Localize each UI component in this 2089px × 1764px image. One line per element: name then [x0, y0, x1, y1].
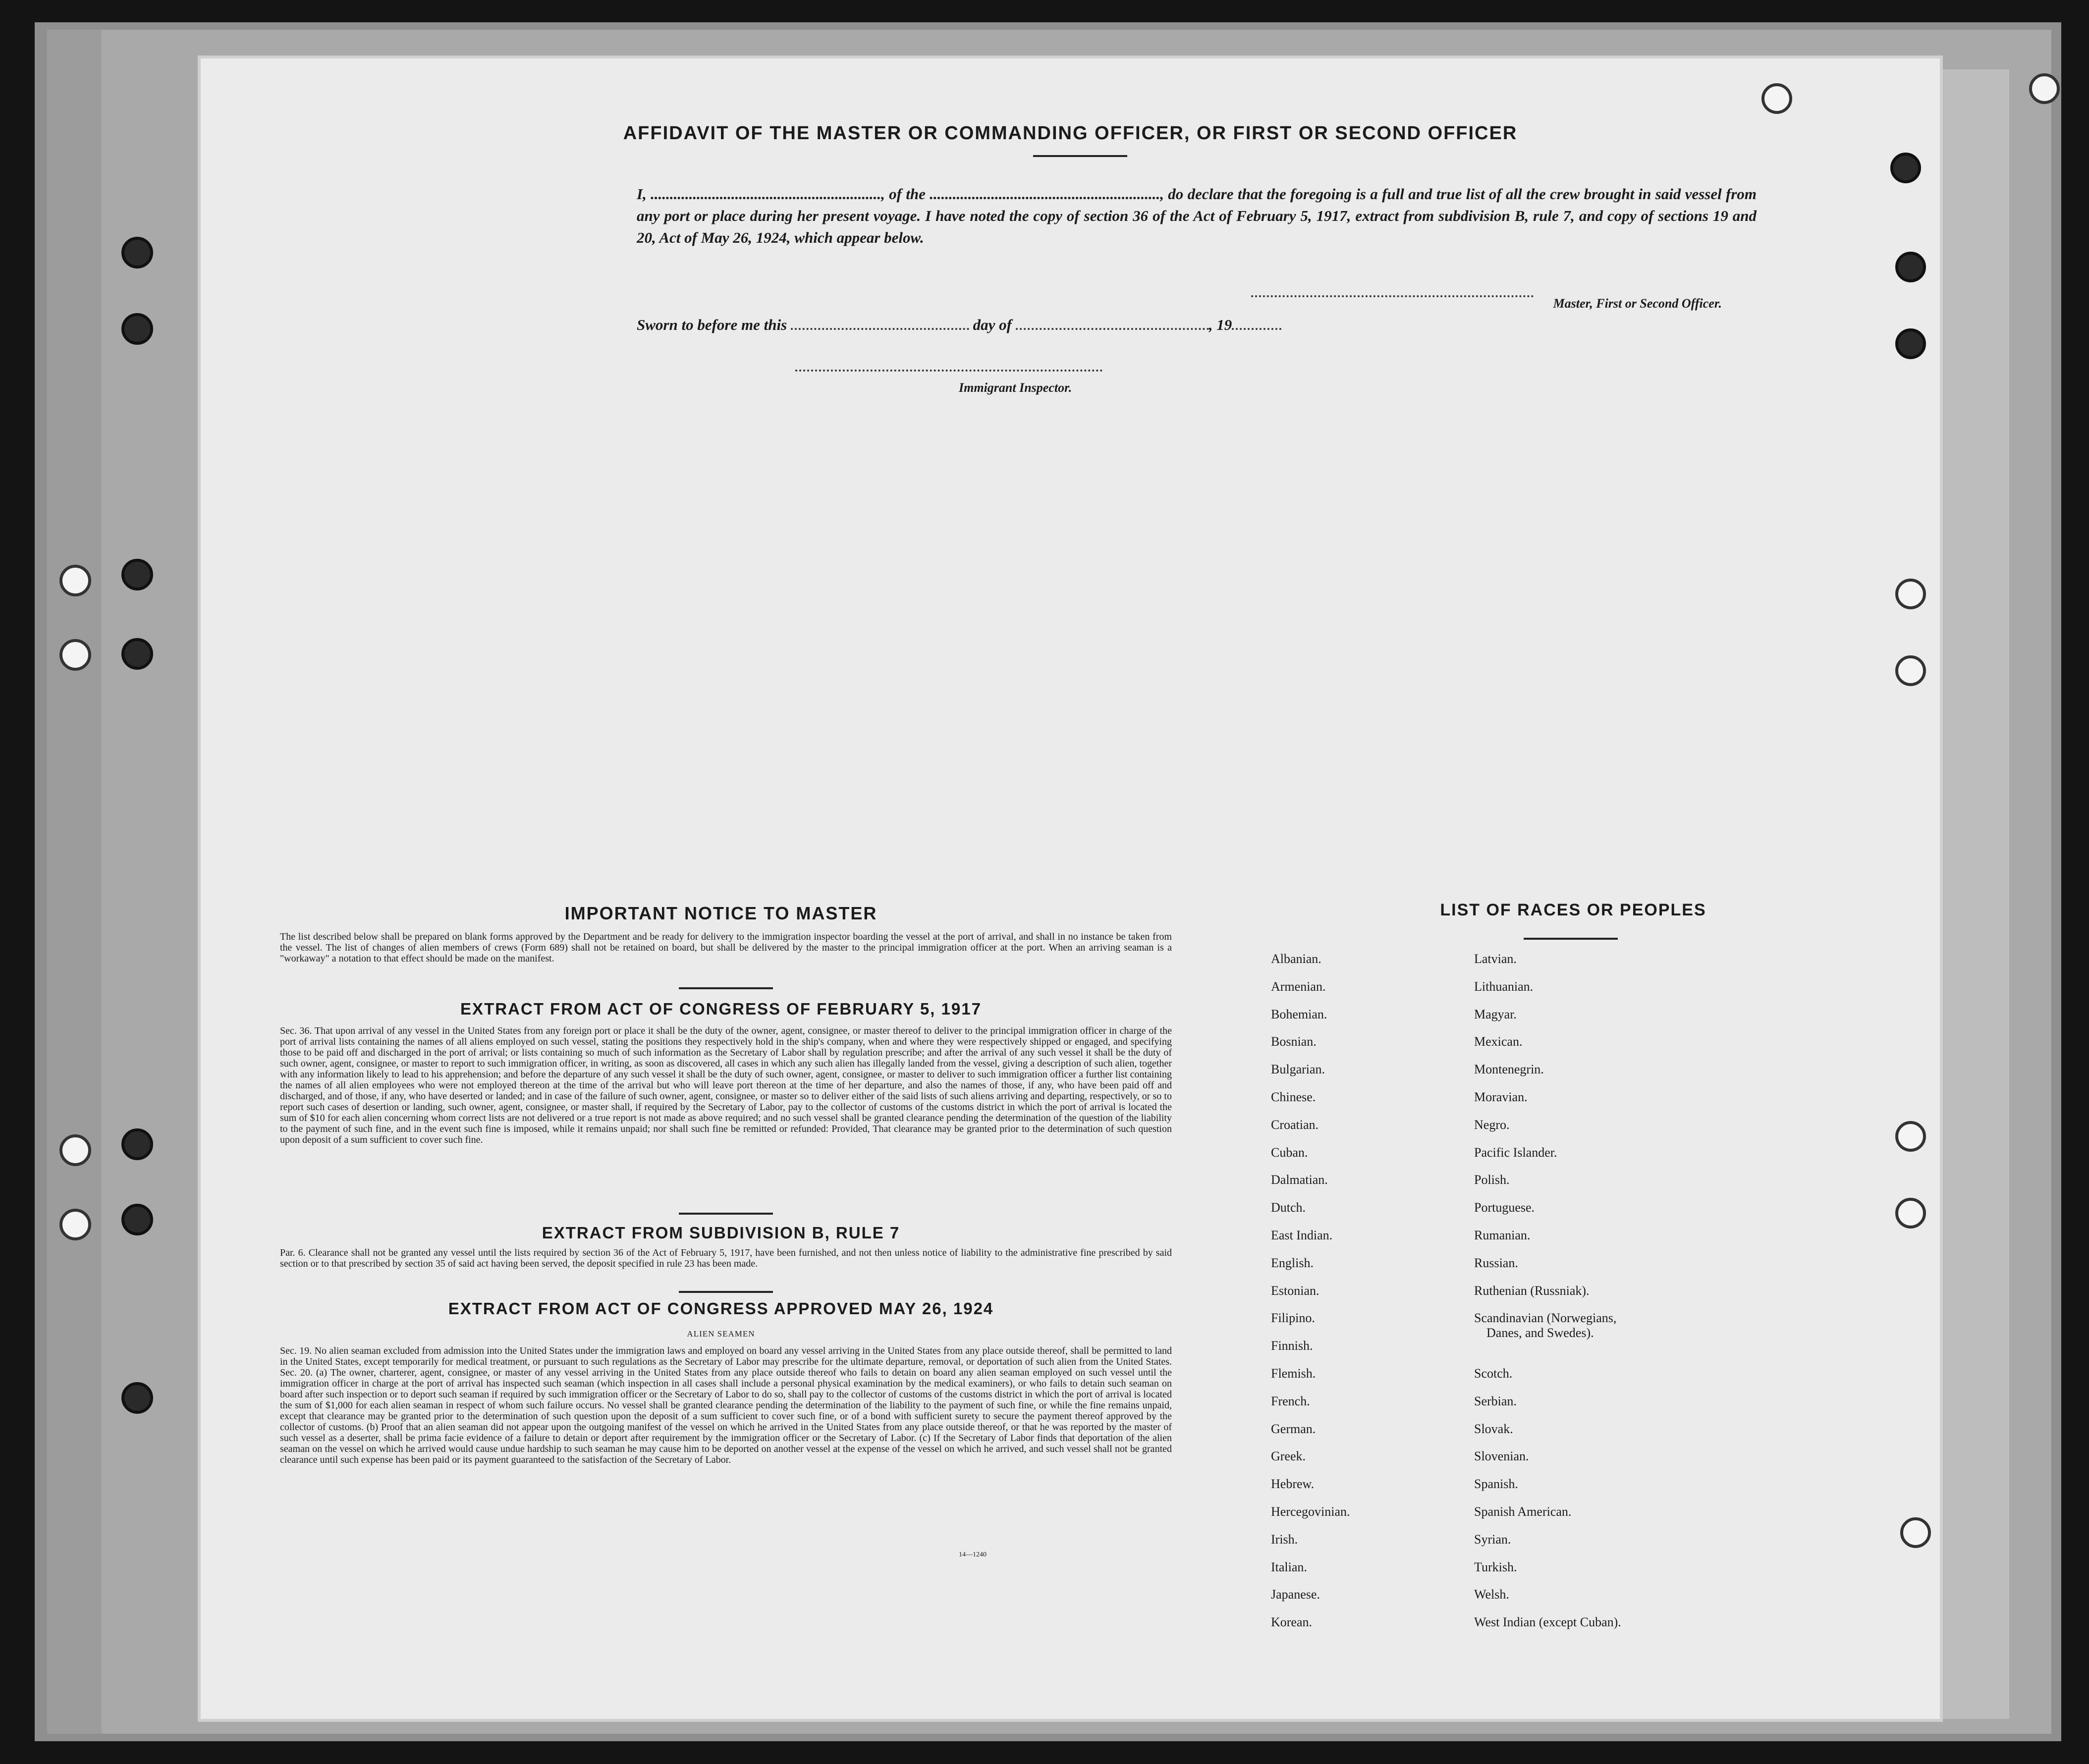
- race-item: Irish.: [1271, 1532, 1298, 1547]
- races-title: LIST OF RACES OR PEOPLES: [1440, 901, 1706, 919]
- sworn-prefix: Sworn to before me this: [637, 316, 787, 333]
- race-item: Spanish.: [1474, 1477, 1518, 1492]
- binder-hole: [121, 1382, 153, 1414]
- race-item: Italian.: [1271, 1559, 1307, 1574]
- race-item: Magyar.: [1474, 1007, 1517, 1021]
- form-number: 14—1240: [959, 1551, 987, 1558]
- extract-rule7-title: EXTRACT FROM SUBDIVISION B, RULE 7: [542, 1224, 900, 1242]
- binder-hole: [121, 237, 153, 268]
- notice-text: The list described below shall be prepared on blank forms approved by the Department and be ready for delivery to the immigration inspector boarding the vessel at the port of arrival, and shall in no instance be taken from the vessel. The list of changes of alien members of crews (Form 689) shall not be retained on board, but shall be delivered by the master to the principal immigration officer at the port. When an arriving seaman is a "workaway" a notation to that effect should be made on the manifest.: [280, 931, 1172, 964]
- binder-hole: [1895, 1198, 1926, 1229]
- extract-rule7-text: Par. 6. Clearance shall not be granted any vessel until the lists required by section 36 of the Act of February 5, 1917, have been furnished, and not then unless notice of liability to the administrative fine prescribed by said section or to that prescribed by section 35 of said act having been served, the deposit specified in rule 23 has been made.: [280, 1247, 1172, 1269]
- binder-hole: [1895, 1121, 1926, 1152]
- sworn-statement: [637, 316, 1281, 334]
- race-item: Lithuanian.: [1474, 979, 1534, 994]
- race-item: German.: [1271, 1421, 1316, 1436]
- race-item: Syrian.: [1474, 1532, 1511, 1547]
- sworn-year-label: , 19: [1209, 316, 1232, 333]
- extract-1924-subtitle: ALIEN SEAMEN: [687, 1329, 755, 1338]
- sworn-month-blank: [1016, 328, 1209, 330]
- inspector-signature-line: [795, 370, 1102, 372]
- notice-title: IMPORTANT NOTICE TO MASTER: [564, 903, 878, 923]
- side-sheet-edge: [1940, 69, 2009, 1719]
- sworn-year-blank: [1232, 328, 1281, 330]
- race-item: Portuguese.: [1474, 1200, 1535, 1215]
- race-item: Finnish.: [1271, 1338, 1313, 1353]
- binder-hole: [121, 1204, 153, 1235]
- master-signature-label: Master, First or Second Officer.: [1553, 296, 1722, 311]
- race-item: Serbian.: [1474, 1393, 1517, 1408]
- race-item: West Indian (except Cuban).: [1474, 1615, 1621, 1630]
- race-item: Ruthenian (Russniak).: [1474, 1283, 1590, 1298]
- affidavit-title: AFFIDAVIT OF THE MASTER OR COMMANDING OFFICER, OR FIRST OR SECOND OFFICER: [623, 123, 1518, 144]
- extract-1917-title: EXTRACT FROM ACT OF CONGRESS OF FEBRUARY 5, 1917: [460, 1000, 982, 1018]
- race-item: Greek.: [1271, 1449, 1306, 1464]
- binder-hole: [1900, 1517, 1931, 1548]
- race-item: Armenian.: [1271, 979, 1326, 994]
- inspector-label: Immigrant Inspector.: [959, 380, 1072, 395]
- race-item: Rumanian.: [1474, 1228, 1531, 1242]
- sworn-day-label: day of: [973, 316, 1012, 333]
- race-item: Turkish.: [1474, 1559, 1517, 1574]
- race-item: Dalmatian.: [1271, 1173, 1328, 1187]
- race-item: Bulgarian.: [1271, 1062, 1325, 1077]
- race-item: Montenegrin.: [1474, 1062, 1544, 1077]
- section-rule: [679, 1291, 773, 1293]
- race-item: Bosnian.: [1271, 1034, 1317, 1049]
- race-item: French.: [1271, 1393, 1310, 1408]
- race-item: Negro.: [1474, 1117, 1510, 1132]
- sworn-date-blank: [791, 328, 969, 330]
- race-item: Spanish American.: [1474, 1504, 1572, 1519]
- race-item: Chinese.: [1271, 1090, 1316, 1104]
- race-item: Albanian.: [1271, 952, 1321, 966]
- extract-1924-text: Sec. 19. No alien seaman excluded from admission into the United States under the immigration laws and employed on board any vessel arriving in the United States from any place outside thereof, shall be permitted to land in the United States, except temporarily for medical treatment, or pursuant to such regulations as the Secretary of Labor may prescribe for the ultimate departure, removal, or deportation of such alien from the United States. Sec. 20. (a) The owner, charterer, agent, consignee, or master of any vessel arriving in the United States from any place outside thereof who fails to detain on board any alien seaman employed on such vessel until the immigration officer in charge at the port of arrival has inspected such seaman (which inspection in all cases shall include a personal physical examination by the medical examiners), or who fails to detain such seaman on board after such inspection or to deport such seaman if required by such immigration officer or the Secretary of Labor to do so, shall pay to the collector of customs of the customs district in which the port of arrival is located the sum of $1,000 for each alien seaman in respect of whom such failure occurs. No vessel shall be granted clearance pending the determination of the liability to the payment of such fine, or while the fine remains unpaid, except that clearance may be granted prior to the determination of such question upon the deposit of a sum sufficient to cover such fine, or of a bond with sufficient surety to secure the payment thereof approved by the collector of customs. (b) Proof that an alien seaman did not appear upon the outgoing manifest of the vessel on which he arrived in the United States from any place outside thereof, or that he was reported by the master of such vessel as a deserter, shall be prima facie evidence of a failure to detain or deport after requirement by the immigration officer or the Secretary of Labor. (c) If the Secretary of Labor finds that deportation of the alien seaman on the vessel on which he arrived would cause undue hardship to such seaman he may cause him to be deported on another vessel at the expense of the vessel on which he arrived, and such vessel shall not be granted clearance until such expense has been paid or its payment guaranteed to the satisfaction of the Secretary of Labor.: [280, 1345, 1172, 1465]
- race-item: Dutch.: [1271, 1200, 1306, 1215]
- section-rule: [679, 1213, 773, 1215]
- race-item: Mexican.: [1474, 1034, 1523, 1049]
- race-item: Croatian.: [1271, 1117, 1319, 1132]
- race-item: Japanese.: [1271, 1587, 1320, 1602]
- race-item: Scotch.: [1474, 1366, 1513, 1381]
- race-item: Russian.: [1474, 1255, 1518, 1270]
- race-item: Flemish.: [1271, 1366, 1316, 1381]
- binder-hole: [59, 639, 91, 671]
- binder-hole: [1761, 83, 1792, 114]
- race-item: English.: [1271, 1255, 1314, 1270]
- binder-hole: [2029, 73, 2060, 104]
- race-item: Hercegovinian.: [1271, 1504, 1350, 1519]
- race-item: Polish.: [1474, 1173, 1510, 1187]
- race-item: Scandinavian (Norwegians,: [1474, 1311, 1617, 1326]
- race-item: Slovenian.: [1474, 1449, 1529, 1464]
- binder-hole: [1890, 153, 1921, 183]
- extract-1917-text: Sec. 36. That upon arrival of any vessel in the United States from any foreign port or place it shall be the duty of the owner, agent, consignee, or master thereof to deliver to the principal immigration officer in charge of the port of arrival lists containing the names of all aliens employed on such vessel, stating the positions they respectively hold in the ship's company, when and where they were respectively shipped or engaged, and specifying those to be paid off and discharged in the port of arrival; or lists containing so much of such information as the Secretary of Labor shall by regulation prescribe; and after the arrival of any such vessel it shall be the duty of such owner, agent, consignee, or master to report to such immigration officer, in writing, as soon as discovered, all cases in which any such alien has illegally landed from the vessel, giving a description of such alien, together with any information likely to lead to his apprehension; and before the departure of any such vessel it shall be the duty of such owner, agent, consignee, or master to deliver to such immigration officer a further list containing the names of all alien employees who were not employed thereon at the time of the arrival but who will leave port thereon at the time of her departure, and also the names of those, if any, who have been paid off and discharged, and of those, if any, who have deserted or landed; and in case of the failure of such owner, agent, consignee, or master so to deliver either of the said lists of such aliens arriving and departing, respectively, or so to report such cases of desertion or landing, such owner, agent, consignee, or master shall, if required by the Secretary of Labor, pay to the collector of customs of the customs district in which the port of arrival is located the sum of $10 for each alien concerning whom correct lists are not delivered or a true report is not made as above required; and no such vessel shall be granted clearance pending the determination of the question of the liability to the payment of such fine, and in the event such fine is imposed, while it remains unpaid; nor shall such fine be remitted or refunded: Provided, That clearance may be granted prior to the determination of such question upon deposit of a sum sufficient to cover such fine.: [280, 1025, 1172, 1145]
- race-item: Welsh.: [1474, 1587, 1509, 1602]
- binder-hole: [121, 638, 153, 670]
- binder-hole: [121, 1128, 153, 1160]
- race-item: Hebrew.: [1271, 1477, 1315, 1492]
- title-rule: [1033, 155, 1127, 157]
- race-item: East Indian.: [1271, 1228, 1333, 1242]
- races-rule: [1524, 938, 1618, 940]
- binder-hole: [1895, 252, 1926, 282]
- section-rule: [679, 987, 773, 989]
- race-item: Pacific Islander.: [1474, 1145, 1557, 1160]
- binder-hole: [1895, 655, 1926, 686]
- race-item: Latvian.: [1474, 952, 1517, 966]
- binder-hole: [121, 313, 153, 345]
- race-item: Moravian.: [1474, 1090, 1528, 1104]
- binder-hole: [59, 1209, 91, 1240]
- affidavit-page: [201, 58, 1940, 1719]
- binder-hole: [121, 559, 153, 590]
- extract-1924-title: EXTRACT FROM ACT OF CONGRESS APPROVED MAY 26, 1924: [448, 1299, 994, 1318]
- race-item: Bohemian.: [1271, 1007, 1327, 1021]
- binder-hole: [1895, 328, 1926, 359]
- binder-hole: [59, 565, 91, 596]
- binding-strip: [47, 30, 102, 1734]
- race-item: Slovak.: [1474, 1421, 1513, 1436]
- affidavit-declaration: I, ............................................................, of the ............................................................, do declare that the foregoing is a full and true list of all the crew brought in said vessel from any port or place during her present voyage. I have noted the copy of section 36 of the Act of February 5, 1917, extract from subdivision B, rule 7, and copy of sections 19 and 20, Act of May 26, 1924, which appear below.: [637, 185, 1757, 246]
- race-item: Korean.: [1271, 1615, 1313, 1630]
- binder-hole: [59, 1134, 91, 1166]
- race-item: Cuban.: [1271, 1145, 1308, 1160]
- binder-hole: [1895, 579, 1926, 609]
- race-item: Filipino.: [1271, 1311, 1315, 1326]
- race-item: Danes, and Swedes).: [1486, 1326, 1594, 1340]
- race-item: Estonian.: [1271, 1283, 1319, 1298]
